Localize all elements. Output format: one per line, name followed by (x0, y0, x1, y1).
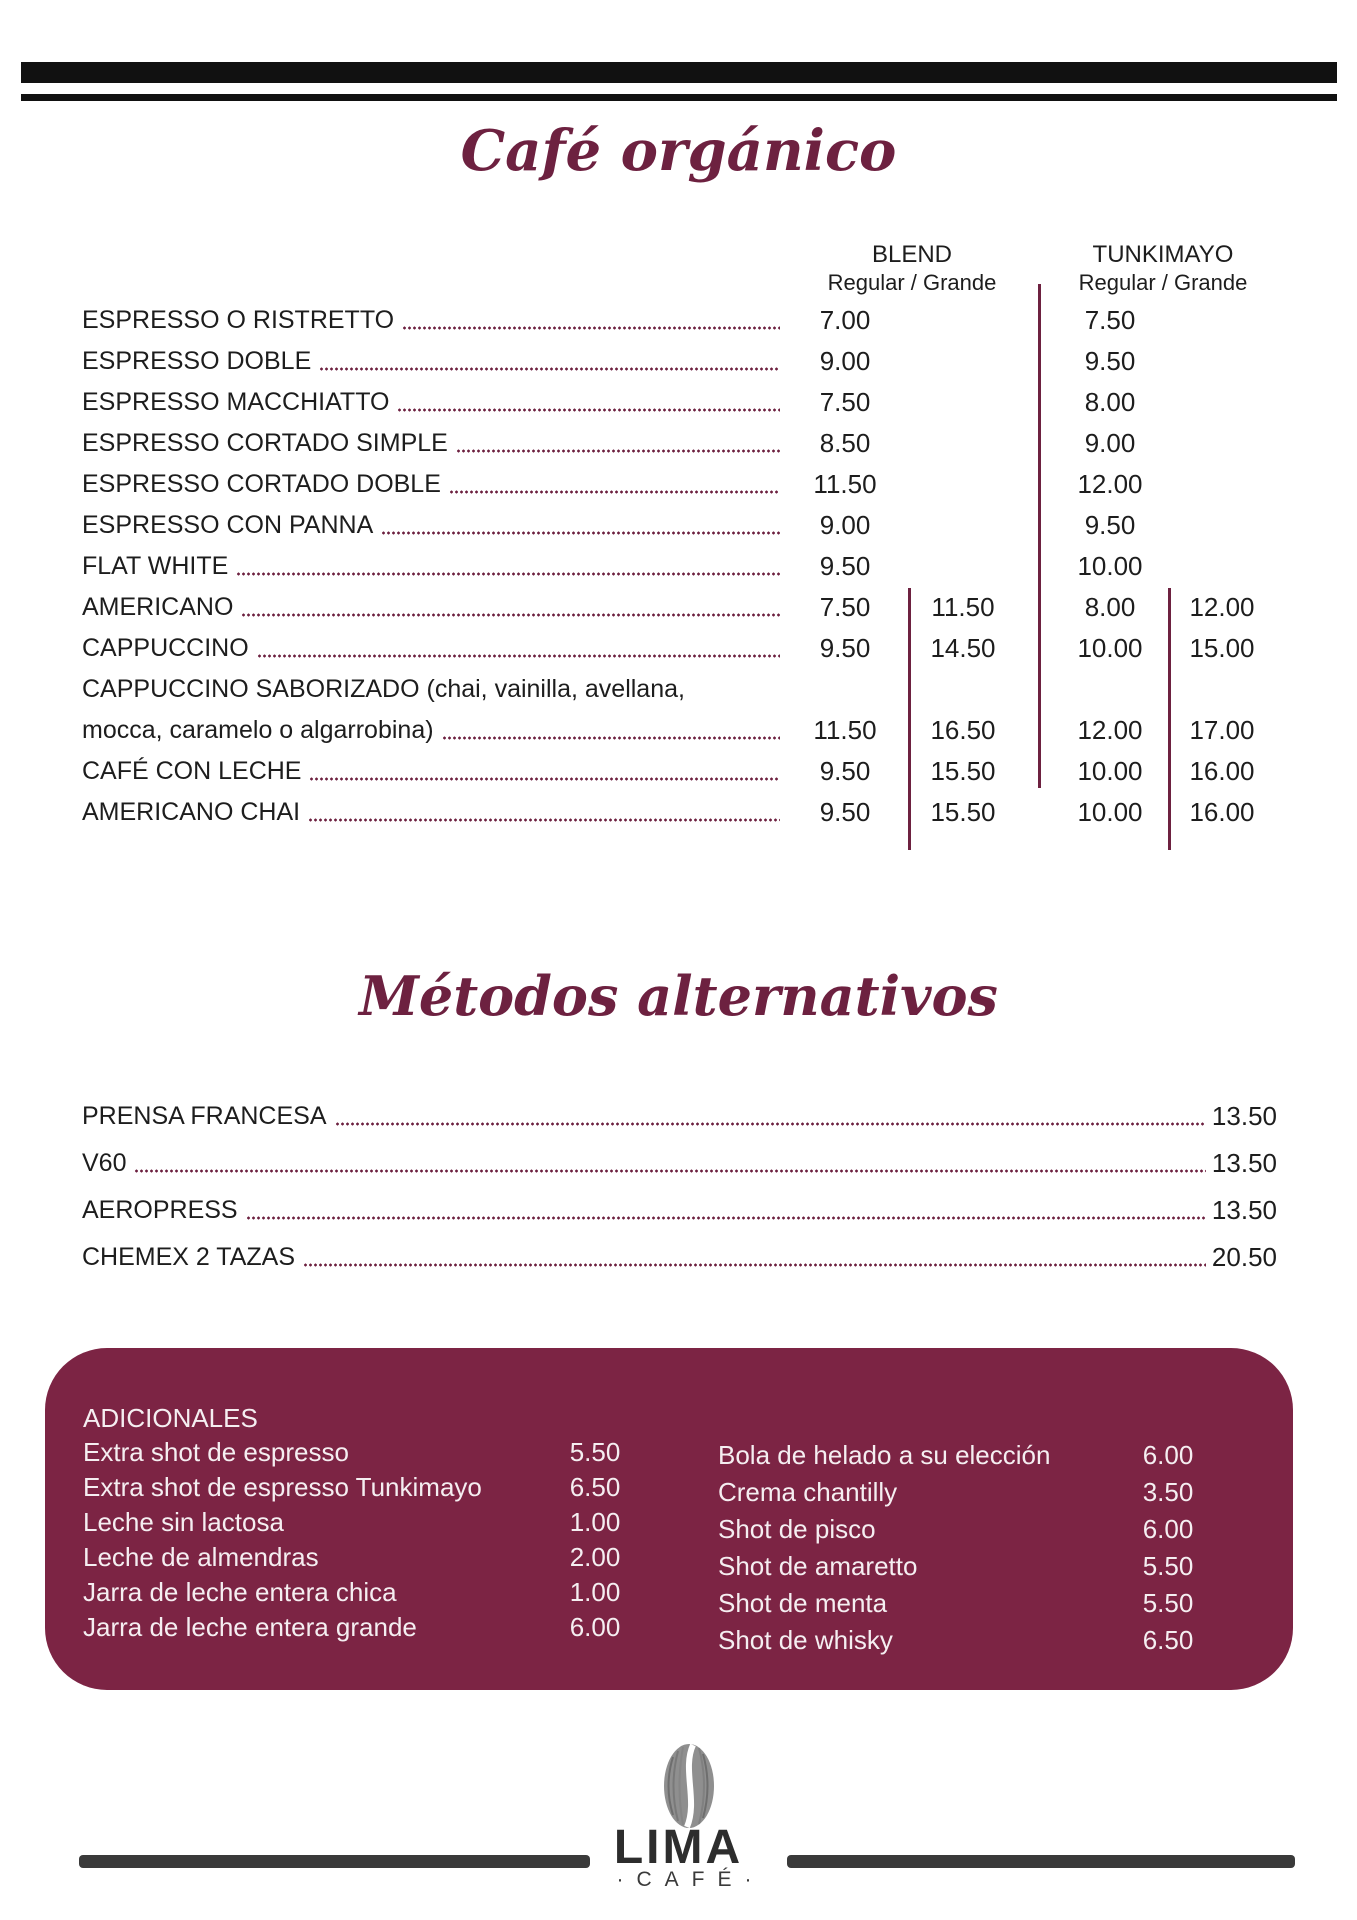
footer-rule-right (787, 1855, 1295, 1868)
item-line (82, 550, 782, 582)
price-blend-regular: 9.50 (819, 551, 871, 581)
item-line (82, 714, 782, 746)
item-line (82, 427, 782, 459)
price-blend-regular: 7.00 (819, 305, 871, 335)
dotted-leader (402, 326, 780, 330)
item-price: 6.50 (1142, 1625, 1194, 1655)
price-tunkimayo-regular: 10.00 (1077, 633, 1143, 663)
item-line (82, 632, 782, 664)
item-price: 5.50 (1142, 1588, 1194, 1618)
dotted-leader (309, 777, 780, 781)
item-name: Shot de menta (718, 1588, 888, 1618)
item-price: 6.50 (569, 1472, 621, 1502)
method-item-row (82, 1147, 1277, 1179)
price-tunkimayo-regular: 10.00 (1077, 756, 1143, 786)
price-blend-grande: 15.50 (930, 756, 996, 786)
price-tunkimayo-regular: 8.00 (1084, 387, 1136, 417)
dotted-leader (381, 531, 780, 535)
item-name: AMERICANO (82, 593, 234, 621)
item-name: Crema chantilly (718, 1477, 898, 1507)
dotted-leader (319, 367, 780, 371)
price-tunkimayo-regular: 7.50 (1084, 305, 1136, 335)
item-name: Leche sin lactosa (83, 1507, 284, 1537)
item-name: ESPRESSO O RISTRETTO (82, 306, 395, 334)
item-line (82, 304, 782, 336)
price-blend-regular: 9.50 (819, 756, 871, 786)
dotted-leader (257, 654, 780, 658)
item-name: ESPRESSO DOBLE (82, 347, 312, 375)
item-name: Shot de pisco (718, 1514, 876, 1544)
item-price: 1.00 (569, 1507, 621, 1537)
item-line (82, 591, 782, 623)
item-price: 2.00 (569, 1542, 621, 1572)
blend-sizes-header: Regular / Grande (827, 270, 997, 295)
method-item-row (82, 1194, 1277, 1226)
price-tunkimayo-regular: 8.00 (1084, 592, 1136, 622)
extras-header: ADICIONALES (83, 1403, 258, 1433)
column-group-tunkimayo (1048, 240, 1278, 296)
item-line (82, 386, 782, 418)
price-blend-regular: 9.50 (819, 797, 871, 827)
item-price: 13.50 (1211, 1101, 1277, 1131)
price-blend-regular: 8.50 (819, 428, 871, 458)
dotted-leader (449, 490, 780, 494)
dotted-leader (236, 572, 780, 576)
dotted-leader (335, 1122, 1206, 1126)
price-blend-regular: 11.50 (813, 469, 877, 499)
item-name: Jarra de leche entera grande (83, 1612, 417, 1642)
coffee-item-row (82, 550, 1277, 582)
coffee-item-row (82, 386, 1277, 418)
item-price: 13.50 (1211, 1148, 1277, 1178)
item-price: 3.50 (1142, 1477, 1194, 1507)
item-name: CAPPUCCINO SABORIZADO (chai, vainilla, avellana, (82, 675, 685, 703)
item-name: Extra shot de espresso (83, 1437, 349, 1467)
price-blend-grande: 15.50 (930, 797, 996, 827)
item-name: ESPRESSO CON PANNA (82, 511, 374, 539)
tunkimayo-sizes-header: Regular / Grande (1078, 270, 1248, 295)
item-line (82, 673, 782, 705)
price-tunkimayo-regular: 9.00 (1084, 428, 1136, 458)
price-blend-grande: 14.50 (930, 633, 996, 663)
coffee-item-row (82, 468, 1277, 500)
item-name: ESPRESSO MACCHIATTO (82, 388, 390, 416)
top-bar-thin (21, 94, 1337, 101)
top-bar-thick (21, 62, 1337, 83)
price-tunkimayo-grande: 16.00 (1189, 756, 1255, 786)
item-name: CAFÉ CON LECHE (82, 757, 302, 785)
item-name: PRENSA FRANCESA (82, 1102, 327, 1130)
price-tunkimayo-grande: 12.00 (1189, 592, 1255, 622)
method-item-row (82, 1100, 1277, 1132)
item-price: 5.50 (1142, 1551, 1194, 1581)
item-name: ESPRESSO CORTADO DOBLE (82, 470, 441, 498)
price-blend-regular: 7.50 (819, 387, 871, 417)
extra-item-row (83, 1576, 637, 1608)
price-tunkimayo-regular: 9.50 (1084, 346, 1136, 376)
item-price: 13.50 (1211, 1195, 1277, 1225)
extra-item-row (718, 1624, 1210, 1656)
price-tunkimayo-grande: 17.00 (1189, 715, 1255, 745)
item-name: CAPPUCCINO (82, 634, 249, 662)
coffee-item-row (82, 632, 1277, 664)
item-price: 6.00 (1142, 1440, 1194, 1470)
footer-rule-left (79, 1855, 590, 1868)
item-line (82, 468, 782, 500)
extra-item-row (83, 1436, 637, 1468)
extra-item-row (718, 1476, 1210, 1508)
extra-item-row (83, 1506, 637, 1538)
brand-wordmark: LIMA (613, 1821, 744, 1874)
item-name: Shot de amaretto (718, 1551, 918, 1581)
price-tunkimayo-grande: 15.00 (1189, 633, 1255, 663)
blend-header: BLEND (871, 241, 953, 268)
item-name: Leche de almendras (83, 1542, 319, 1572)
item-name: V60 (82, 1149, 127, 1177)
coffee-item-row (82, 304, 1277, 336)
price-tunkimayo-regular: 12.00 (1077, 469, 1143, 499)
coffee-item-row (82, 427, 1277, 459)
coffee-item-row (82, 714, 1277, 746)
price-blend-regular: 9.00 (819, 346, 871, 376)
price-blend-regular: 9.50 (819, 633, 871, 663)
price-blend-grande: 11.50 (931, 592, 995, 622)
methods-section-title: Métodos alternativos (359, 964, 998, 1028)
item-name: mocca, caramelo o algarrobina) (82, 716, 434, 744)
price-tunkimayo-regular: 9.50 (1084, 510, 1136, 540)
item-price: 20.50 (1211, 1242, 1277, 1272)
price-blend-regular: 9.00 (819, 510, 871, 540)
item-name: AEROPRESS (82, 1196, 238, 1224)
item-price: 1.00 (569, 1577, 621, 1607)
coffee-item-row (82, 755, 1277, 787)
item-name: Shot de whisky (718, 1625, 893, 1655)
extra-item-row (718, 1587, 1210, 1619)
coffee-bean-icon (663, 1743, 715, 1829)
dotted-leader (442, 736, 780, 740)
item-line (82, 755, 782, 787)
price-tunkimayo-regular: 10.00 (1077, 797, 1143, 827)
item-name: AMERICANO CHAI (82, 798, 301, 826)
extra-item-row (718, 1513, 1210, 1545)
price-blend-regular: 7.50 (819, 592, 871, 622)
dotted-leader (134, 1169, 1205, 1173)
coffee-item-row (82, 796, 1277, 828)
item-name: Bola de helado a su elección (718, 1440, 1051, 1470)
coffee-item-row (82, 509, 1277, 541)
item-price: 6.00 (1142, 1514, 1194, 1544)
extra-item-row (718, 1550, 1210, 1582)
price-blend-grande: 16.50 (930, 715, 996, 745)
coffee-item-row (82, 345, 1277, 377)
item-name: Jarra de leche entera chica (83, 1577, 397, 1607)
coffee-item-row (82, 591, 1277, 623)
price-blend-regular: 11.50 (813, 715, 877, 745)
column-group-blend (786, 240, 1038, 296)
item-line (82, 796, 782, 828)
item-name: FLAT WHITE (82, 552, 229, 580)
dotted-leader (456, 449, 780, 453)
item-name: Extra shot de espresso Tunkimayo (83, 1472, 482, 1502)
item-price: 6.00 (569, 1612, 621, 1642)
price-tunkimayo-grande: 16.00 (1189, 797, 1255, 827)
item-line (82, 345, 782, 377)
dotted-leader (308, 818, 780, 822)
item-line (82, 509, 782, 541)
extra-item-row (718, 1439, 1210, 1471)
extra-item-row (83, 1611, 637, 1643)
dotted-leader (303, 1263, 1206, 1267)
coffee-section-title: Café orgánico (460, 118, 897, 184)
brand-subtitle: ·CAFÉ· (616, 1868, 765, 1891)
price-tunkimayo-regular: 12.00 (1077, 715, 1143, 745)
tunkimayo-header: TUNKIMAYO (1092, 241, 1234, 268)
coffee-item-row (82, 673, 1277, 705)
item-name: CHEMEX 2 TAZAS (82, 1243, 296, 1271)
dotted-leader (397, 408, 780, 412)
extra-item-row (83, 1541, 637, 1573)
extras-box (45, 1348, 1293, 1690)
price-tunkimayo-regular: 10.00 (1077, 551, 1143, 581)
dotted-leader (241, 613, 780, 617)
item-price: 5.50 (569, 1437, 621, 1467)
method-item-row (82, 1241, 1277, 1273)
extra-item-row (83, 1471, 637, 1503)
dotted-leader (246, 1216, 1206, 1220)
item-name: ESPRESSO CORTADO SIMPLE (82, 429, 448, 457)
